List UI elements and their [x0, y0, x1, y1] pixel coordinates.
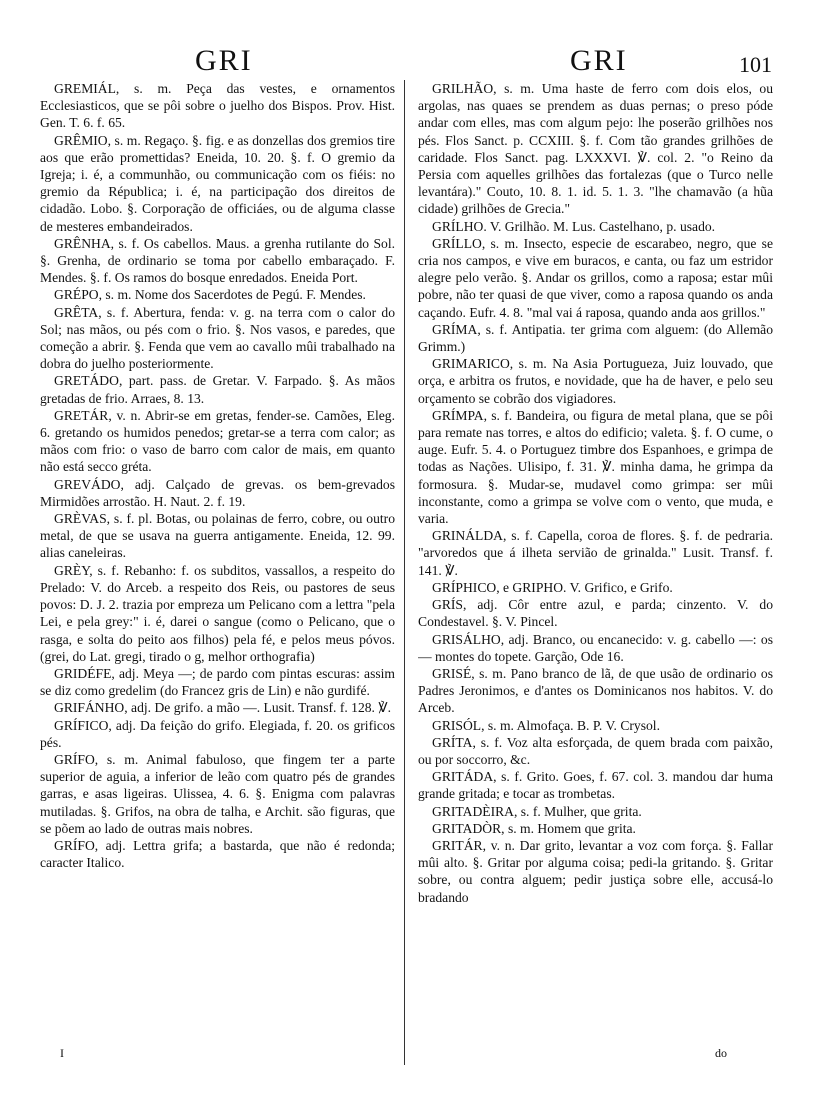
- dictionary-entry: GRETÁDO, part. pass. de Gretar. V. Farpado. §. As mãos gretadas de frio. Arraes, 8. 13.: [40, 373, 395, 406]
- dictionary-entry: GRÍFO, s. m. Animal fabuloso, que fingem ter a parte superior de aguia, a inferior de leão com quatro pés de grandes garras, e asas ligeiras. Ulissea, 4. 6. §. Enigma com palavras mutiladas. §. Grifos, na obra de talha, e Archit. são figuras, que se põem ao lado de outras mais nobres.: [40, 751, 395, 836]
- column-divider: [404, 80, 405, 1065]
- dictionary-entry: GRÍLHO. V. Grilhão. M. Lus. Castelhano, p. usado.: [432, 218, 716, 234]
- dictionary-entry: GRITADÒR, s. m. Homem que grita.: [432, 820, 636, 836]
- dictionary-entry: GRÈVAS, s. f. pl. Botas, ou polainas de ferro, cobre, ou outro metal, de que se usava na guerra antigamente. Eneida, 12. 99. alias caneleiras.: [40, 511, 395, 561]
- dictionary-entry: GRISÁLHO, adj. Branco, ou encanecido: v. g. cabello —: os — montes do topete. Garção, Ode 16.: [418, 631, 773, 664]
- page-number: 101: [739, 52, 772, 77]
- dictionary-entry: GRITÁDA, s. f. Grito. Goes, f. 67. col. 3. mandou dar huma grande gritada; e tocar as trombetas.: [418, 769, 773, 802]
- dictionary-entry: GRÍLLO, s. m. Insecto, especie de escarabeo, negro, que se cria nos campos, e vive em buracos, e canta, ou faz um estridor alegre pelo verão. §. Andar os grillos, como a raposa; estar mûi pobre, não ter quasi de que viver, como a raposa quando os anda caçando. Eufr. 4. 8. "mal vai á raposa, quando anda aos grillos.": [418, 235, 773, 320]
- dictionary-entry: GRÊTA, s. f. Abertura, fenda: v. g. na terra com o calor do Sol; nas mãos, ou pés com o frio. §. Nos vasos, e paredes, que começão a abrir. §. Fenda que vem ao cavallo mûi trabalhado na dobra do juelho posteriormente.: [40, 304, 395, 372]
- dictionary-entry: GRÍS, adj. Côr entre azul, e parda; cinzento. V. do Condestavel. §. V. Pincel.: [418, 597, 773, 630]
- dictionary-entry: GRÍPHICO, e GRIPHO. V. Grifico, e Grifo.: [432, 579, 673, 595]
- running-head-left: GRI: [195, 44, 253, 77]
- dictionary-entry: GRIDÉFE, adj. Meya —; de pardo com pintas escuras: assim se diz como gredelim (do Francez gris de Lin) e não gurdifé.: [40, 665, 395, 699]
- dictionary-entry: GRÍMPA, s. f. Bandeira, ou figura de metal plana, que se pôi para remate nas torres, e altos do edificio; valeta. §. f. O cume, o auge. Eufr. 5. 4. o Portuguez timbre dos Espanhoes, e grimpa de todas as Nações. Ulisipo, f. 31. ℣. minha dama, he grimpa da formosura. §. Mudar-se, mudavel como grimpa: ser mûi inconstante, como a grimpa se volve com o vento, que muda, e varia.: [418, 407, 773, 527]
- dictionary-entry: GRILHÃO, s. m. Uma haste de ferro com dois elos, ou argolas, nas quaes se prendem as duas pernas; o preso póde andar com elles, mas com algum pejo: lhe poserão grilhões nos pés. Flos Sanct. p. CCXIII. §. f. Com tão grandes grilhões de caridade. Flos Sanct. pag. LXXXVI. ℣. col. 2. "o Reino da Persia com aquelles grilhões das fortalezas (que o Turco nelle levantára)." Couto, 10. 8. 1. id. 5. 1. 3. "lhe chamavão (a hũa cidade) grilhões de Grecia.": [418, 81, 773, 217]
- dictionary-entry: GRIFÁNHO, adj. De grifo. a mão —. Lusit. Transf. f. 128. ℣.: [54, 700, 392, 716]
- dictionary-entry: GRISÉ, s. m. Pano branco de lã, de que usão de ordinario os Padres Jeronimos, e d'antes os Dominicanos nos habitos. V. do Arceb.: [418, 665, 773, 716]
- running-head: [40, 36, 780, 80]
- dictionary-entry: GRÍFICO, adj. Da feição do grifo. Elegiada, f. 20. os grificos pés.: [40, 717, 395, 750]
- dictionary-entry: GRINÁLDA, s. f. Capella, coroa de flores. §. f. de pedraria. "arvoredos que á ilheta servião de grinalda." Lusit. Transf. f. 141. ℣.: [418, 528, 773, 578]
- left-column: [40, 80, 395, 1070]
- dictionary-entry: GRÍFO, adj. Lettra grifa; a bastarda, que não é redonda; caracter Italico.: [40, 837, 395, 871]
- dictionary-entry: GRÍMA, s. f. Antipatia. ter grima com alguem: (do Allemão Grimm.): [418, 321, 773, 355]
- dictionary-entry: GRETÁR, v. n. Abrir-se em gretas, fender-se. Camões, Eleg. 6. gretando os humidos penedos; gretar-se a terra com calor; as mãos com frio: o vaso de barro com calor de mais, em quanto não está secco gréta.: [40, 407, 395, 475]
- dictionary-entry: GRIMARICO, s. m. Na Asia Portugueza, Juiz louvado, que orça, e arbitra os frutos, e novidade, que ha de haver, e pelo seu orçamento se cobrão dos vigiadores.: [418, 356, 773, 406]
- dictionary-entry: GRITADÈIRA, s. f. Mulher, que grita.: [432, 803, 642, 819]
- dictionary-page: [40, 36, 780, 1076]
- dictionary-entry: GRÈY, s. f. Rebanho: f. os subditos, vassallos, a respeito do Prelado: V. do Arceb. a respeito dos Reis, ou pastores de seus povos: D. J. 2. trazia por empreza um Pelicano com a lettra "pela Lei, e pela grey:" i. é, darei o sangue (como o Pelicano, que o rasga, e solta do peito aos filhos) pela fé, e pelos meus póvos. (grei, do Lat. gregi, tirado o g, melhor orthografia): [40, 562, 395, 664]
- dictionary-entry: GRÊMIO, s. m. Regaço. §. fig. e as donzellas dos gremios tire aos que erão promettidas? Eneida, 10. 20. §. f. O gremio da Igreja; i. é, a communhão, ou communicação com os fiéis: no gremio da Républica; i. é, na participação dos direitos de cidadão. Lobo. §. Corporação de officiáes, ou de alguma classe de mesteres embandeirados.: [40, 132, 395, 234]
- text-columns: [40, 80, 780, 1070]
- dictionary-entry: GREVÁDO, adj. Calçado de grevas. os bem-grevados Mirmidões arrostão. H. Naut. 2. f. 19.: [40, 476, 395, 509]
- dictionary-entry: GREMIÁL, s. m. Peça das vestes, e ornamentos Ecclesiasticos, que se pôi sobre o juelho dos Bispos. Prov. Hist. Gen. T. 6. f. 65.: [40, 81, 395, 131]
- catchword: do: [715, 1046, 727, 1060]
- dictionary-entry: GRÉPO, s. m. Nome dos Sacerdotes de Pegú. F. Mendes.: [54, 287, 366, 303]
- dictionary-entry: GRÍTA, s. f. Voz alta esforçada, de quem brada com paixão, ou por soccorro, &c.: [418, 734, 773, 767]
- dictionary-entry: GRÊNHA, s. f. Os cabellos. Maus. a grenha rutilante do Sol. §. Grenha, de ordinario se toma por cabello embaraçado. F. Mendes. §. f. Os ramos do bosque enredados. Eneida Port.: [40, 235, 395, 286]
- dictionary-entry: GRITÁR, v. n. Dar grito, levantar a voz com força. §. Fallar mûi alto. §. Gritar por alguma coisa; pedi-la gritando. §. Gritar sobre, ou contra alguem; pedir justiça sobre elle, accusá-lo bradando: [418, 837, 773, 905]
- signature-mark: I: [60, 1046, 64, 1060]
- right-column: [418, 80, 773, 1070]
- dictionary-entry: GRISÓL, s. m. Almofaça. B. P. V. Crysol.: [432, 717, 660, 733]
- running-head-right: GRI: [570, 44, 628, 77]
